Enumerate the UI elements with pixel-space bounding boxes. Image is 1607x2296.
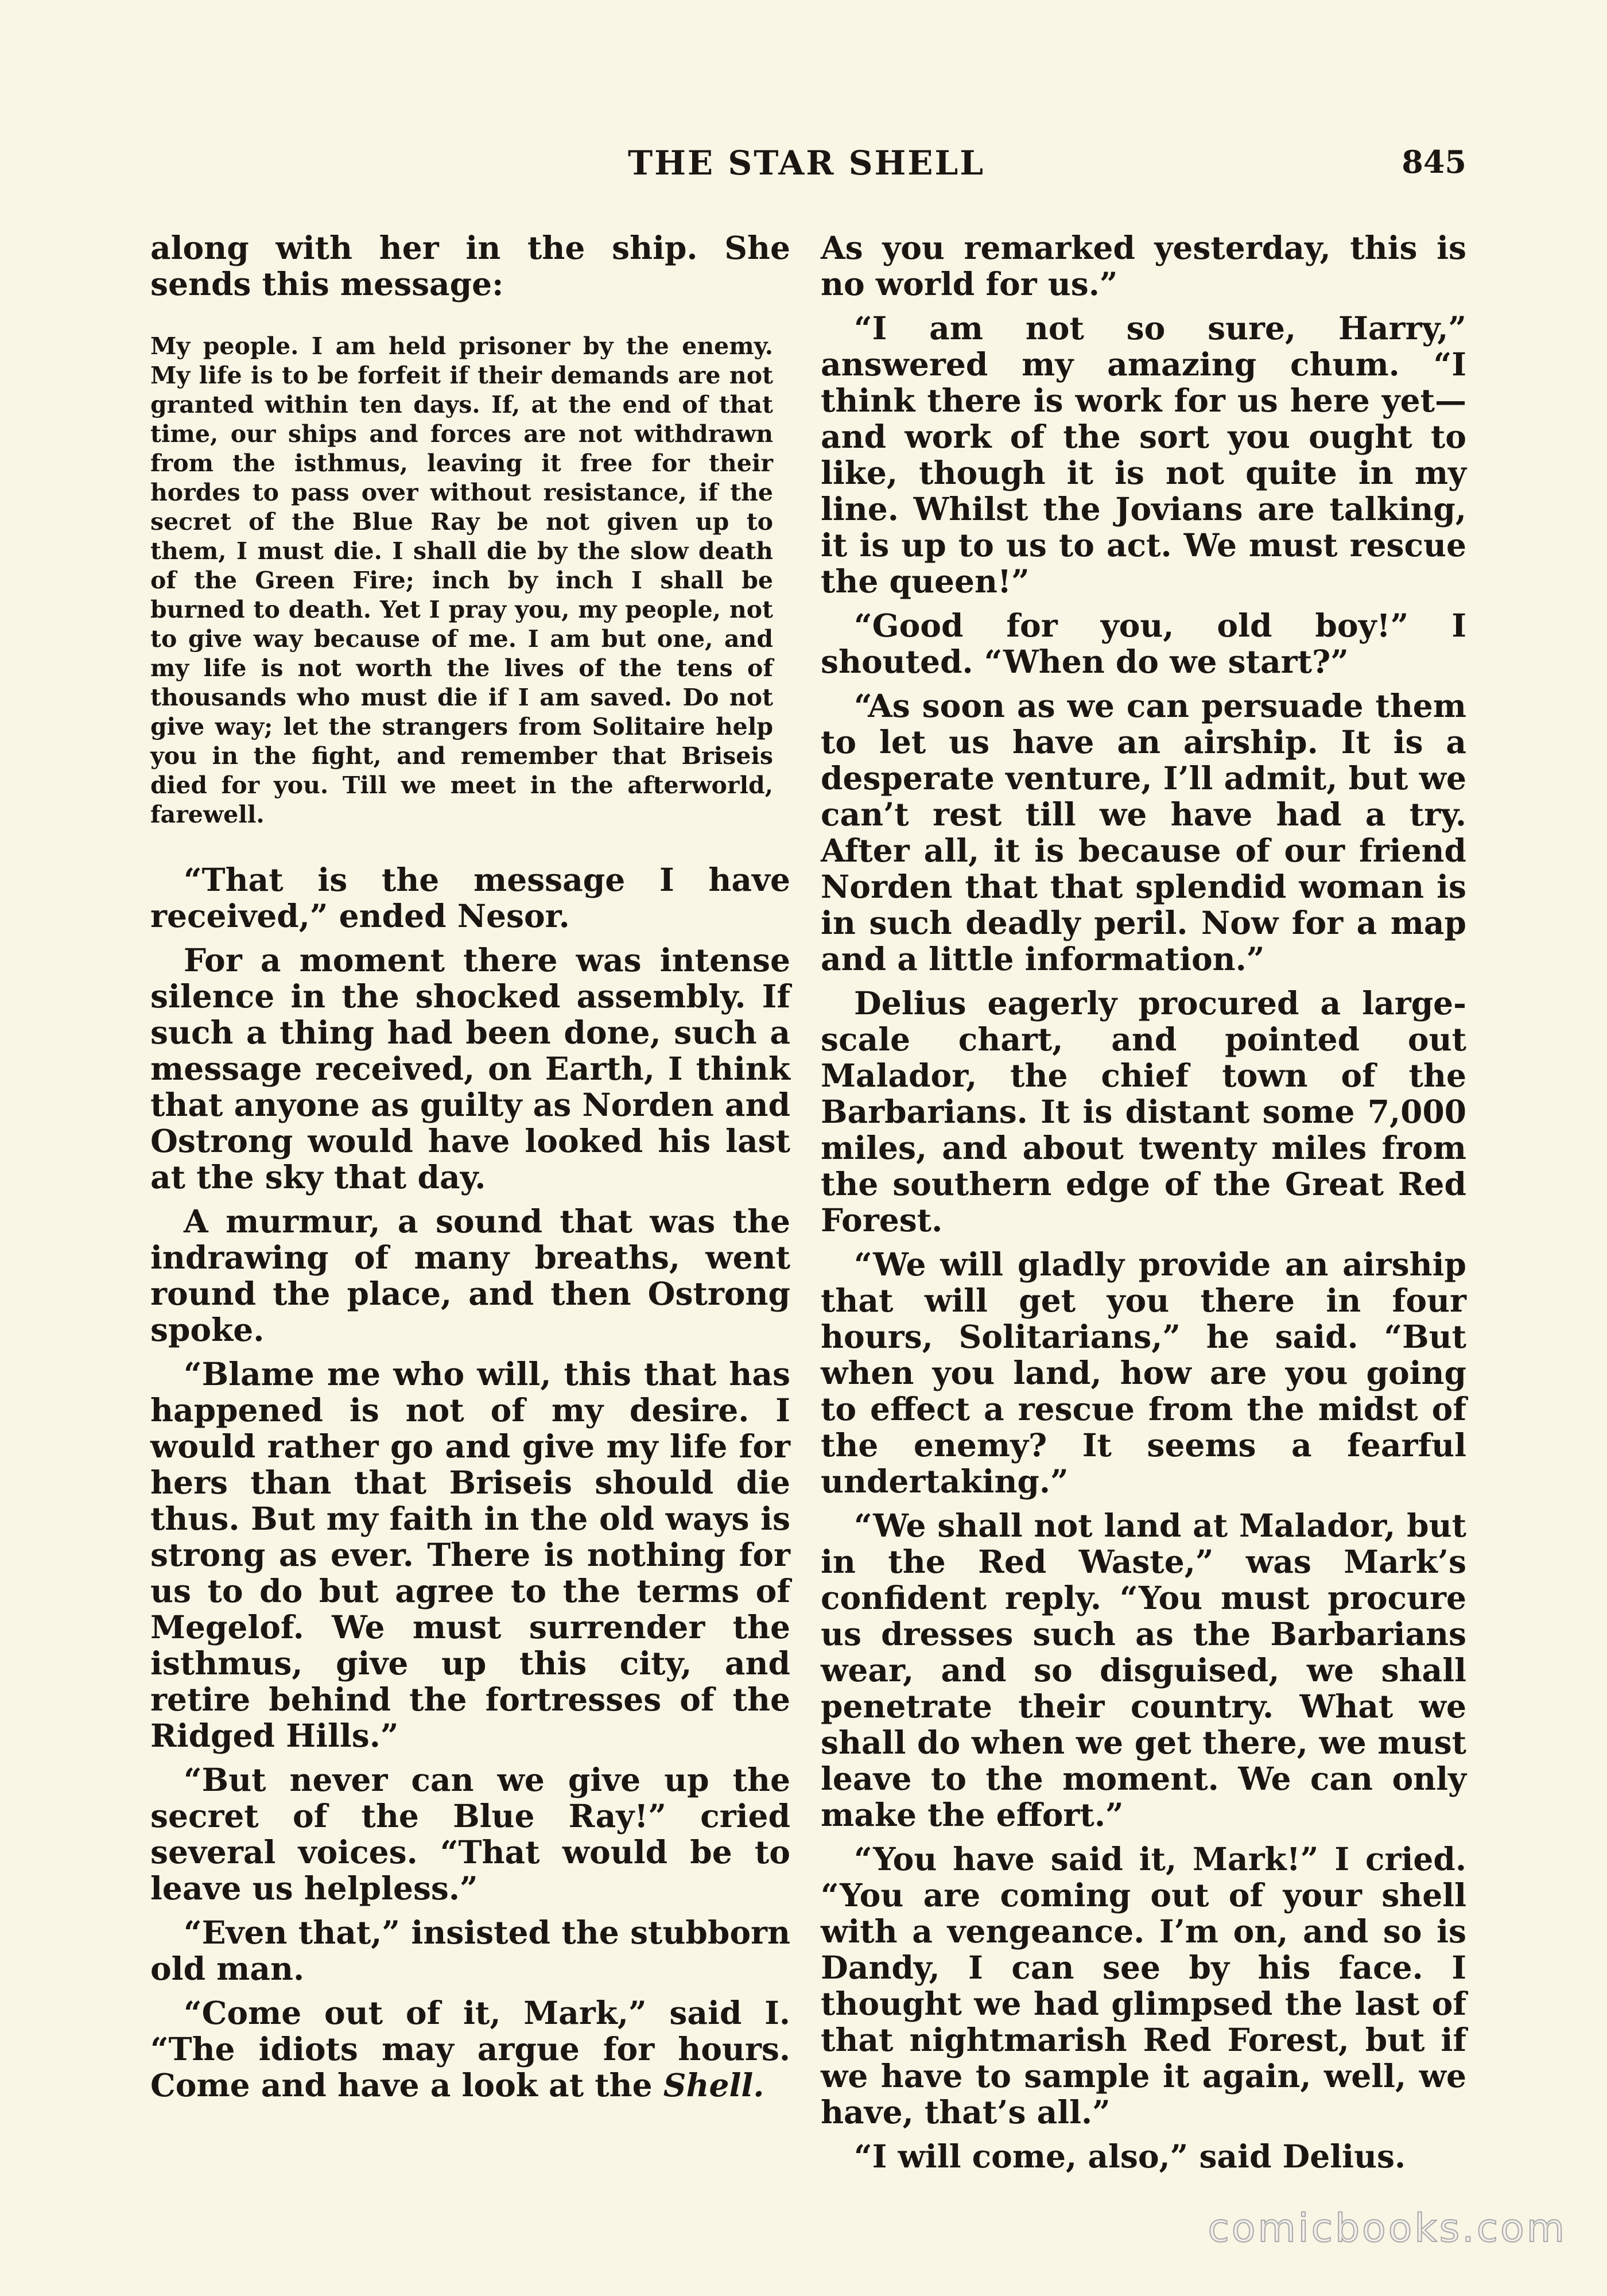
paragraph: “We shall not land at Malador, but in the Red Waste,” was Mark’s confident reply. “You must procure us dresses such as the Barbarians wear, and so disguised, we shall penetrate their country. What we shall do when we get there, we must leave to the moment. We can only make the effort.”: [821, 1507, 1466, 1833]
running-title: THE STAR SHELL: [627, 144, 985, 183]
page-number: 845: [1402, 144, 1466, 180]
paragraph: “I am not so sure, Harry,” answered my amazing chum. “I think there is work for us here yet—and work of the sort you ought to like, though it is not quite in my line. Whilst the Jovians are talking, it is up to us to act. We must rescue the queen!”: [821, 309, 1466, 600]
paragraph: “As soon as we can persuade them to let us have an airship. It is a desperate venture, I’ll admit, but we can’t rest till we have had a try. After all, it is because of our friend Norden that that splendid woman is in such deadly peril. Now for a map and a little information.”: [821, 687, 1466, 978]
paragraph: along with her in the ship. She sends this message:: [150, 229, 790, 302]
paragraph: “But never can we give up the secret of the Blue Ray!” cried several voices. “That would be to leave us helpless.”: [150, 1761, 790, 1907]
paragraph: As you remarked yesterday, this is no world for us.”: [821, 229, 1466, 302]
paragraph: “Good for you, old boy!” I shouted. “When do we start?”: [821, 607, 1466, 680]
paragraph: “I will come, also,” said Delius.: [854, 2138, 1406, 2175]
queen-letter: My people. I am held prisoner by the enemy. My life is to be forfeit if their demands are not granted within ten days. If, at the end of that time, our ships and forces are not withdrawn from the isthmus, leaving it free for their hordes to pass over without resistance, if the secret of the Blue Ray be not given up to them, I must die. I shall die by the slow death of the Green Fire; inch by inch I shall be burned to death. Yet I pray you, my people, not to give way because of me. I am but one, and my life is not worth the lives of the tens of thousands who must die if I am saved. Do not give way; let the strangers from Solitaire help you in the fight, and remember that Briseis died for you. Till we meet in the afterworld, farewell.: [150, 332, 773, 828]
paragraph: “You have said it, Mark!” I cried. “You are coming out of your shell with a vengeance. I’m on, and so is Dandy, I can see by his face. I thought we had glimpsed the last of that nightmarish Red Forest, but if we have to sample it again, well, we have, that’s all.”: [821, 1840, 1466, 2131]
paragraph: For a moment there was intense silence in the shocked assembly. If such a thing had been done, such a message received, on Earth, I think that anyone as guilty as Norden and Ostrong would have looked his last at the sky that day.: [150, 941, 790, 1196]
paragraph: “Even that,” insisted the stubborn old man.: [150, 1914, 790, 1987]
paragraph: A murmur, a sound that was the indrawing of many breaths, went round the place, and then Ostrong spoke.: [150, 1203, 790, 1348]
left-column: [150, 230, 790, 2111]
paragraph: “Blame me who will, this that has happened is not of my desire. I would rather go and give my life for hers than that Briseis should die thus. But my faith in the old ways is strong as ever. There is nothing for us to do but agree to the terms of Megelof. We must surrender the isthmus, give up this city, and retire behind the fortresses of the Ridged Hills.”: [150, 1355, 790, 1754]
paragraph: Delius eagerly procured a large-scale chart, and pointed out Malador, the chief town of the Barbarians. It is distant some 7,000 miles, and about twenty miles from the southern edge of the Great Red Forest.: [821, 984, 1466, 1239]
paragraph-with-italic: [150, 1995, 790, 2103]
ship-name-italic: Shell.: [663, 2066, 764, 2104]
page-header: [146, 144, 1466, 195]
paragraph: “That is the message I have received,” ended Nesor.: [150, 861, 790, 934]
watermark: comicbooks.com: [1208, 2206, 1567, 2251]
paragraph-text: “Come out of it, Mark,” said I. “The idiots may argue for hours. Come and have a look at the: [150, 1994, 790, 2104]
paragraph: “We will gladly provide an airship that will get you there in four hours, Solitarians,” he said. “But when you land, how are you going to effect a rescue from the midst of the enemy? It seems a fearful undertaking.”: [821, 1246, 1466, 1500]
right-column: [821, 230, 1466, 2182]
